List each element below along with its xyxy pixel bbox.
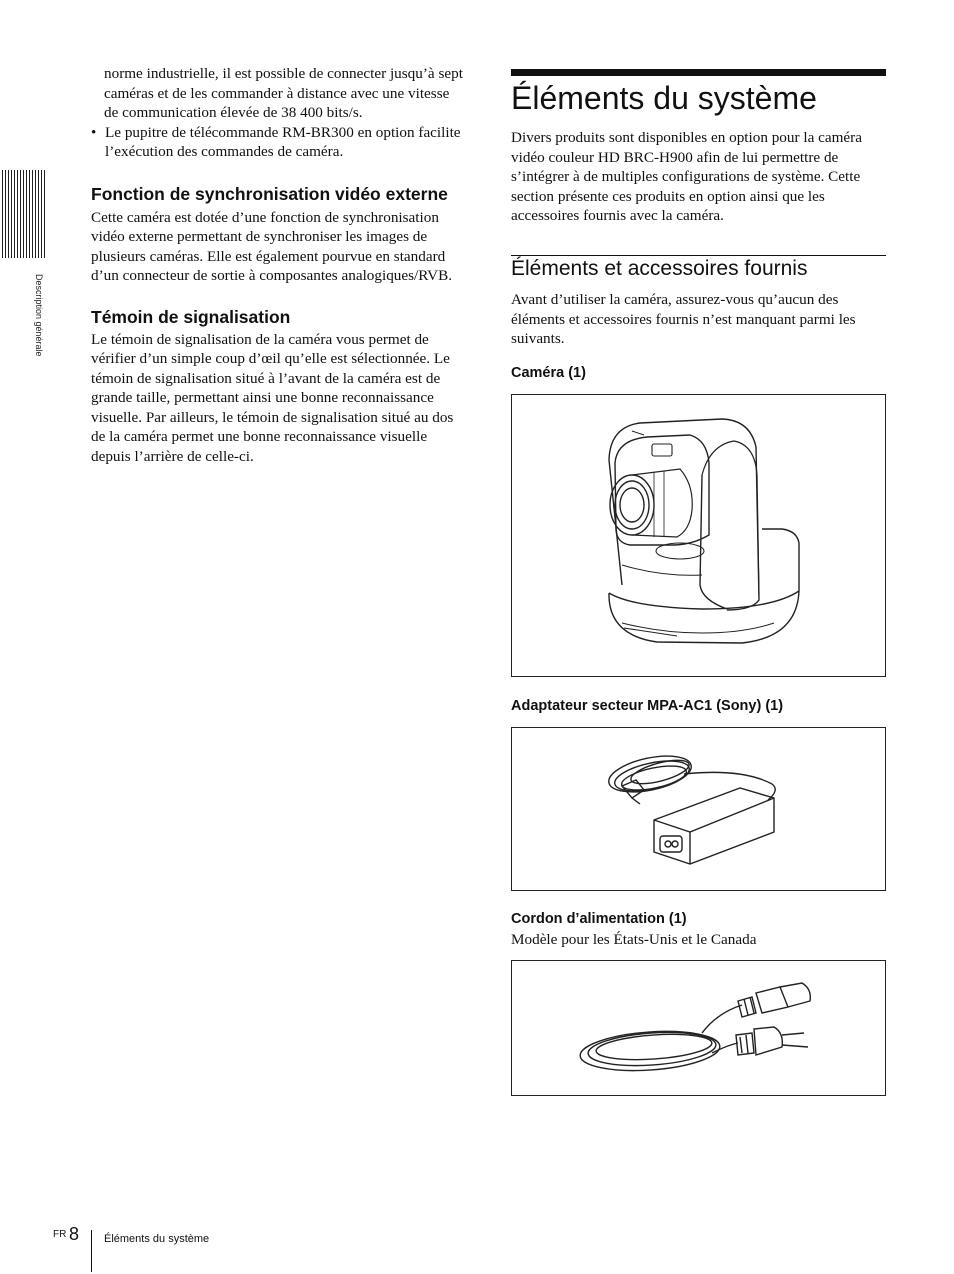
footer-language: FR xyxy=(53,1229,67,1240)
bullet-dot: • xyxy=(91,123,97,141)
item-label-ac-adaptor: Adaptateur secteur MPA-AC1 (Sony) (1) xyxy=(511,698,784,714)
camera-figure xyxy=(511,394,886,677)
section-heading: Éléments et accessoires fournis xyxy=(511,257,808,280)
section-paragraph: Avant d’utiliser la caméra, assurez-vous qu’aucun des éléments et accessoires fournis n’est manquant parmi les suivants. xyxy=(511,291,856,347)
ac-adaptor-illustration xyxy=(512,728,885,890)
power-cord-note: Modèle pour les États-Unis et le Canada xyxy=(511,931,757,948)
tally-paragraph: Le témoin de signalisation de la caméra vous permet de vérifier d’un simple coup d’œil qu’elle est sélectionnée. Le témoin de signalisation situé à l’avant de la caméra est de grande taille, permettant ainsi une bonne reconnaissance visuelle. Par ailleurs, le témoin de signalisation situé au dos de la caméra permet une bonne reconnaissance visuelle depuis l’arrière de celle-ci. xyxy=(91,330,454,465)
item-label-power-cord: Cordon d’alimentation (1) xyxy=(511,911,687,927)
ac-adaptor-figure xyxy=(511,727,886,891)
page-title: Éléments du système xyxy=(511,80,817,116)
bullet-text: Le pupitre de télécommande RM-BR300 en option facilite l’exécution des commandes de caméra. xyxy=(105,123,461,160)
title-rule xyxy=(511,69,886,76)
sync-heading: Fonction de synchronisation vidéo externe xyxy=(91,183,448,204)
tally-heading: Témoin de signalisation xyxy=(91,306,291,327)
power-cord-figure xyxy=(511,960,886,1096)
left-column xyxy=(91,64,466,466)
item-label-camera: Caméra (1) xyxy=(511,365,586,381)
section-tab-marker xyxy=(2,170,47,258)
intro-paragraph: Divers produits sont disponibles en option pour la caméra vidéo couleur HD BRC-H900 afin de lui permettre de s’intégrer à de multiples configurations de système. Cette section présente ces produits en option ainsi que les accessoires fournis avec la caméra. xyxy=(511,129,862,224)
running-title: Éléments du système xyxy=(104,1233,210,1245)
footer-rule xyxy=(91,1230,92,1272)
page-number: 8 xyxy=(69,1224,80,1244)
section-side-label: Description générale xyxy=(34,274,44,357)
bullet-item xyxy=(91,123,466,162)
camera-illustration xyxy=(512,395,885,676)
power-cord-illustration xyxy=(512,961,885,1095)
bullet-continued: norme industrielle, il est possible de connecter jusqu’à sept caméras et de les commander à distance avec une vitesse de communication élevée de 38 400 bits/s. xyxy=(104,65,463,121)
sync-paragraph: Cette caméra est dotée d’une fonction de synchronisation vidéo externe permettant de synchroniser les images de plusieurs caméras. Elle est également pourvue en standard d’un connecteur de sortie à composantes analogiques/RVB. xyxy=(91,208,453,284)
